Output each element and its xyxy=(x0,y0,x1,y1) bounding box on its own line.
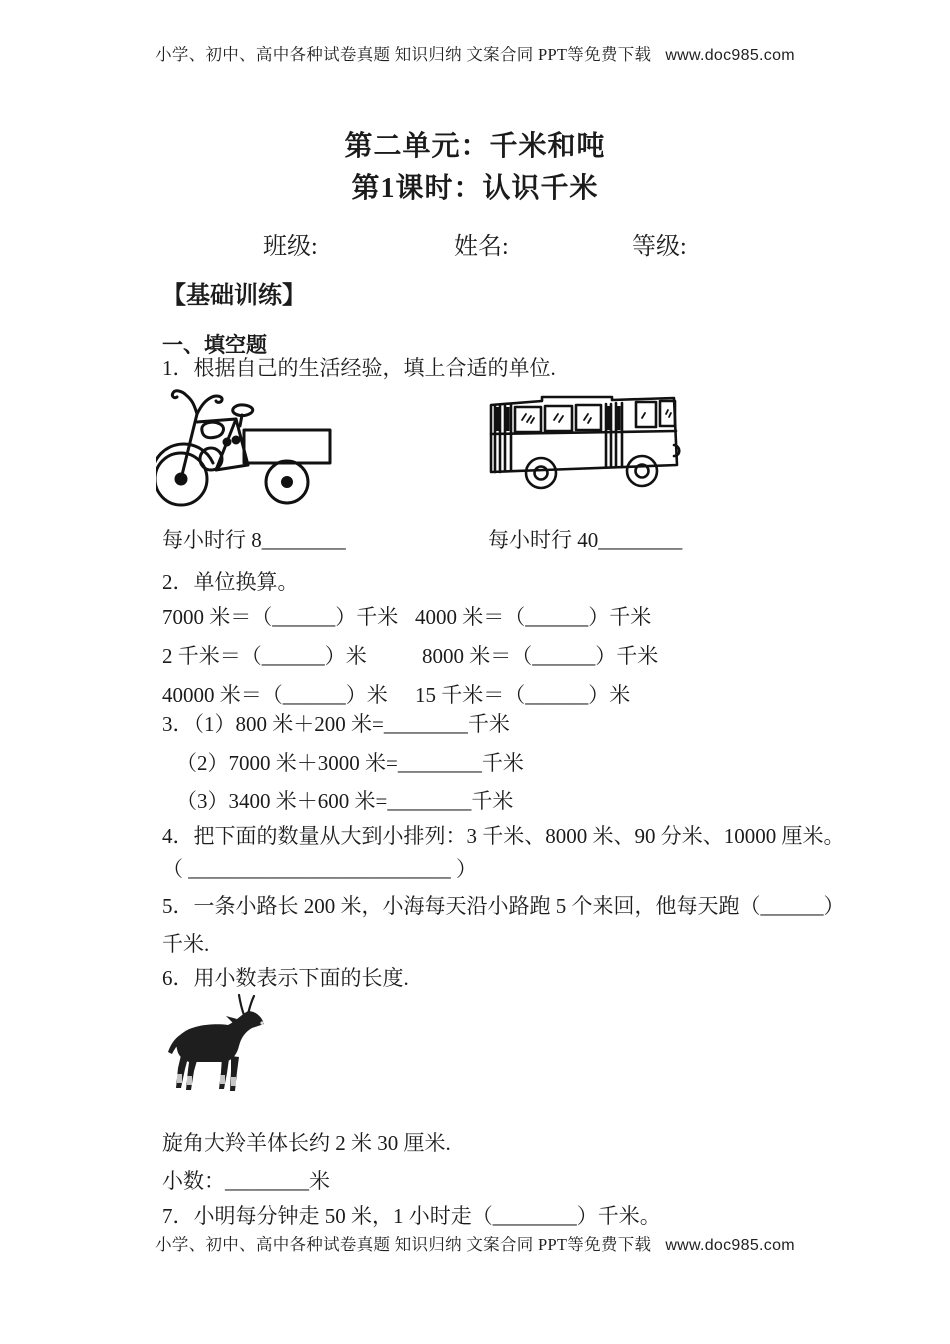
question-1-text: 1．根据自己的生活经验，填上合适的单位. xyxy=(162,356,556,380)
section-basic-training: 【基础训练】 xyxy=(162,283,306,309)
question-2-text: 2．单位换算。 xyxy=(162,570,299,594)
conversion-row-3-left: 40000 米＝（______）米 xyxy=(162,683,388,707)
question-3-part-3: （3）3400 米＋600 米=________千米 xyxy=(176,789,514,813)
header-url-link[interactable]: www.doc985.com xyxy=(665,47,795,64)
conversion-row-2-left: 2 千米＝（______）米 xyxy=(162,644,367,668)
class-label: 班级: xyxy=(263,234,318,260)
tricycle-image xyxy=(156,386,338,510)
question-4-answer-blank: （ _________________________ ） xyxy=(162,857,477,881)
bus-caption: 每小时行 40________ xyxy=(488,528,683,552)
header-text: 小学、初中、高中各种试卷真题 知识归纳 文案合同 PPT等免费下载 xyxy=(155,45,652,64)
page-footer xyxy=(0,1231,950,1255)
grade-label: 等级: xyxy=(632,234,687,260)
footer-url-link[interactable]: www.doc985.com xyxy=(665,1237,795,1254)
bus-image xyxy=(484,389,688,495)
conversion-row-3-right: 15 千米＝（______）米 xyxy=(415,683,631,707)
footer-text: 小学、初中、高中各种试卷真题 知识归纳 文案合同 PPT等免费下载 xyxy=(155,1235,652,1254)
tricycle-caption: 每小时行 8________ xyxy=(162,528,346,552)
question-6-caption: 旋角大羚羊体长约 2 米 30 厘米. xyxy=(162,1131,451,1155)
tricycle-icon xyxy=(156,386,338,510)
conversion-row-2-right: 8000 米＝（______）千米 xyxy=(422,644,659,668)
question-7-text: 7．小明每分钟走 50 米，1 小时走（________）千米。 xyxy=(162,1204,661,1228)
question-5-line-1: 5．一条小路长 200 米，小海每天沿小路跑 5 个来回，他每天跑（______） xyxy=(162,894,845,918)
question-5-line-2: 千米. xyxy=(162,932,210,956)
unit-title: 第二单元：千米和吨 xyxy=(344,131,606,162)
conversion-row-1-right: 4000 米＝（______）千米 xyxy=(415,605,652,629)
question-3-part-2: （2）7000 米＋3000 米=________千米 xyxy=(176,751,524,775)
bus-icon xyxy=(484,389,688,495)
antelope-image xyxy=(165,994,271,1096)
question-6-text: 6．用小数表示下面的长度. xyxy=(162,966,409,990)
lesson-title: 第1课时：认识千米 xyxy=(351,173,599,204)
name-label: 姓名: xyxy=(454,234,509,260)
antelope-icon xyxy=(165,994,271,1096)
question-4-text: 4．把下面的数量从大到小排列：3 千米、8000 米、90 分米、10000 厘米。 xyxy=(162,824,845,848)
question-3-part-1: 3．（1）800 米＋200 米=________千米 xyxy=(162,712,510,736)
section-fill-blanks: 一、填空题 xyxy=(162,333,267,357)
page-header xyxy=(0,41,950,65)
question-6-answer: 小数：________米 xyxy=(162,1169,330,1193)
conversion-row-1-left: 7000 米＝（______）千米 xyxy=(162,605,399,629)
